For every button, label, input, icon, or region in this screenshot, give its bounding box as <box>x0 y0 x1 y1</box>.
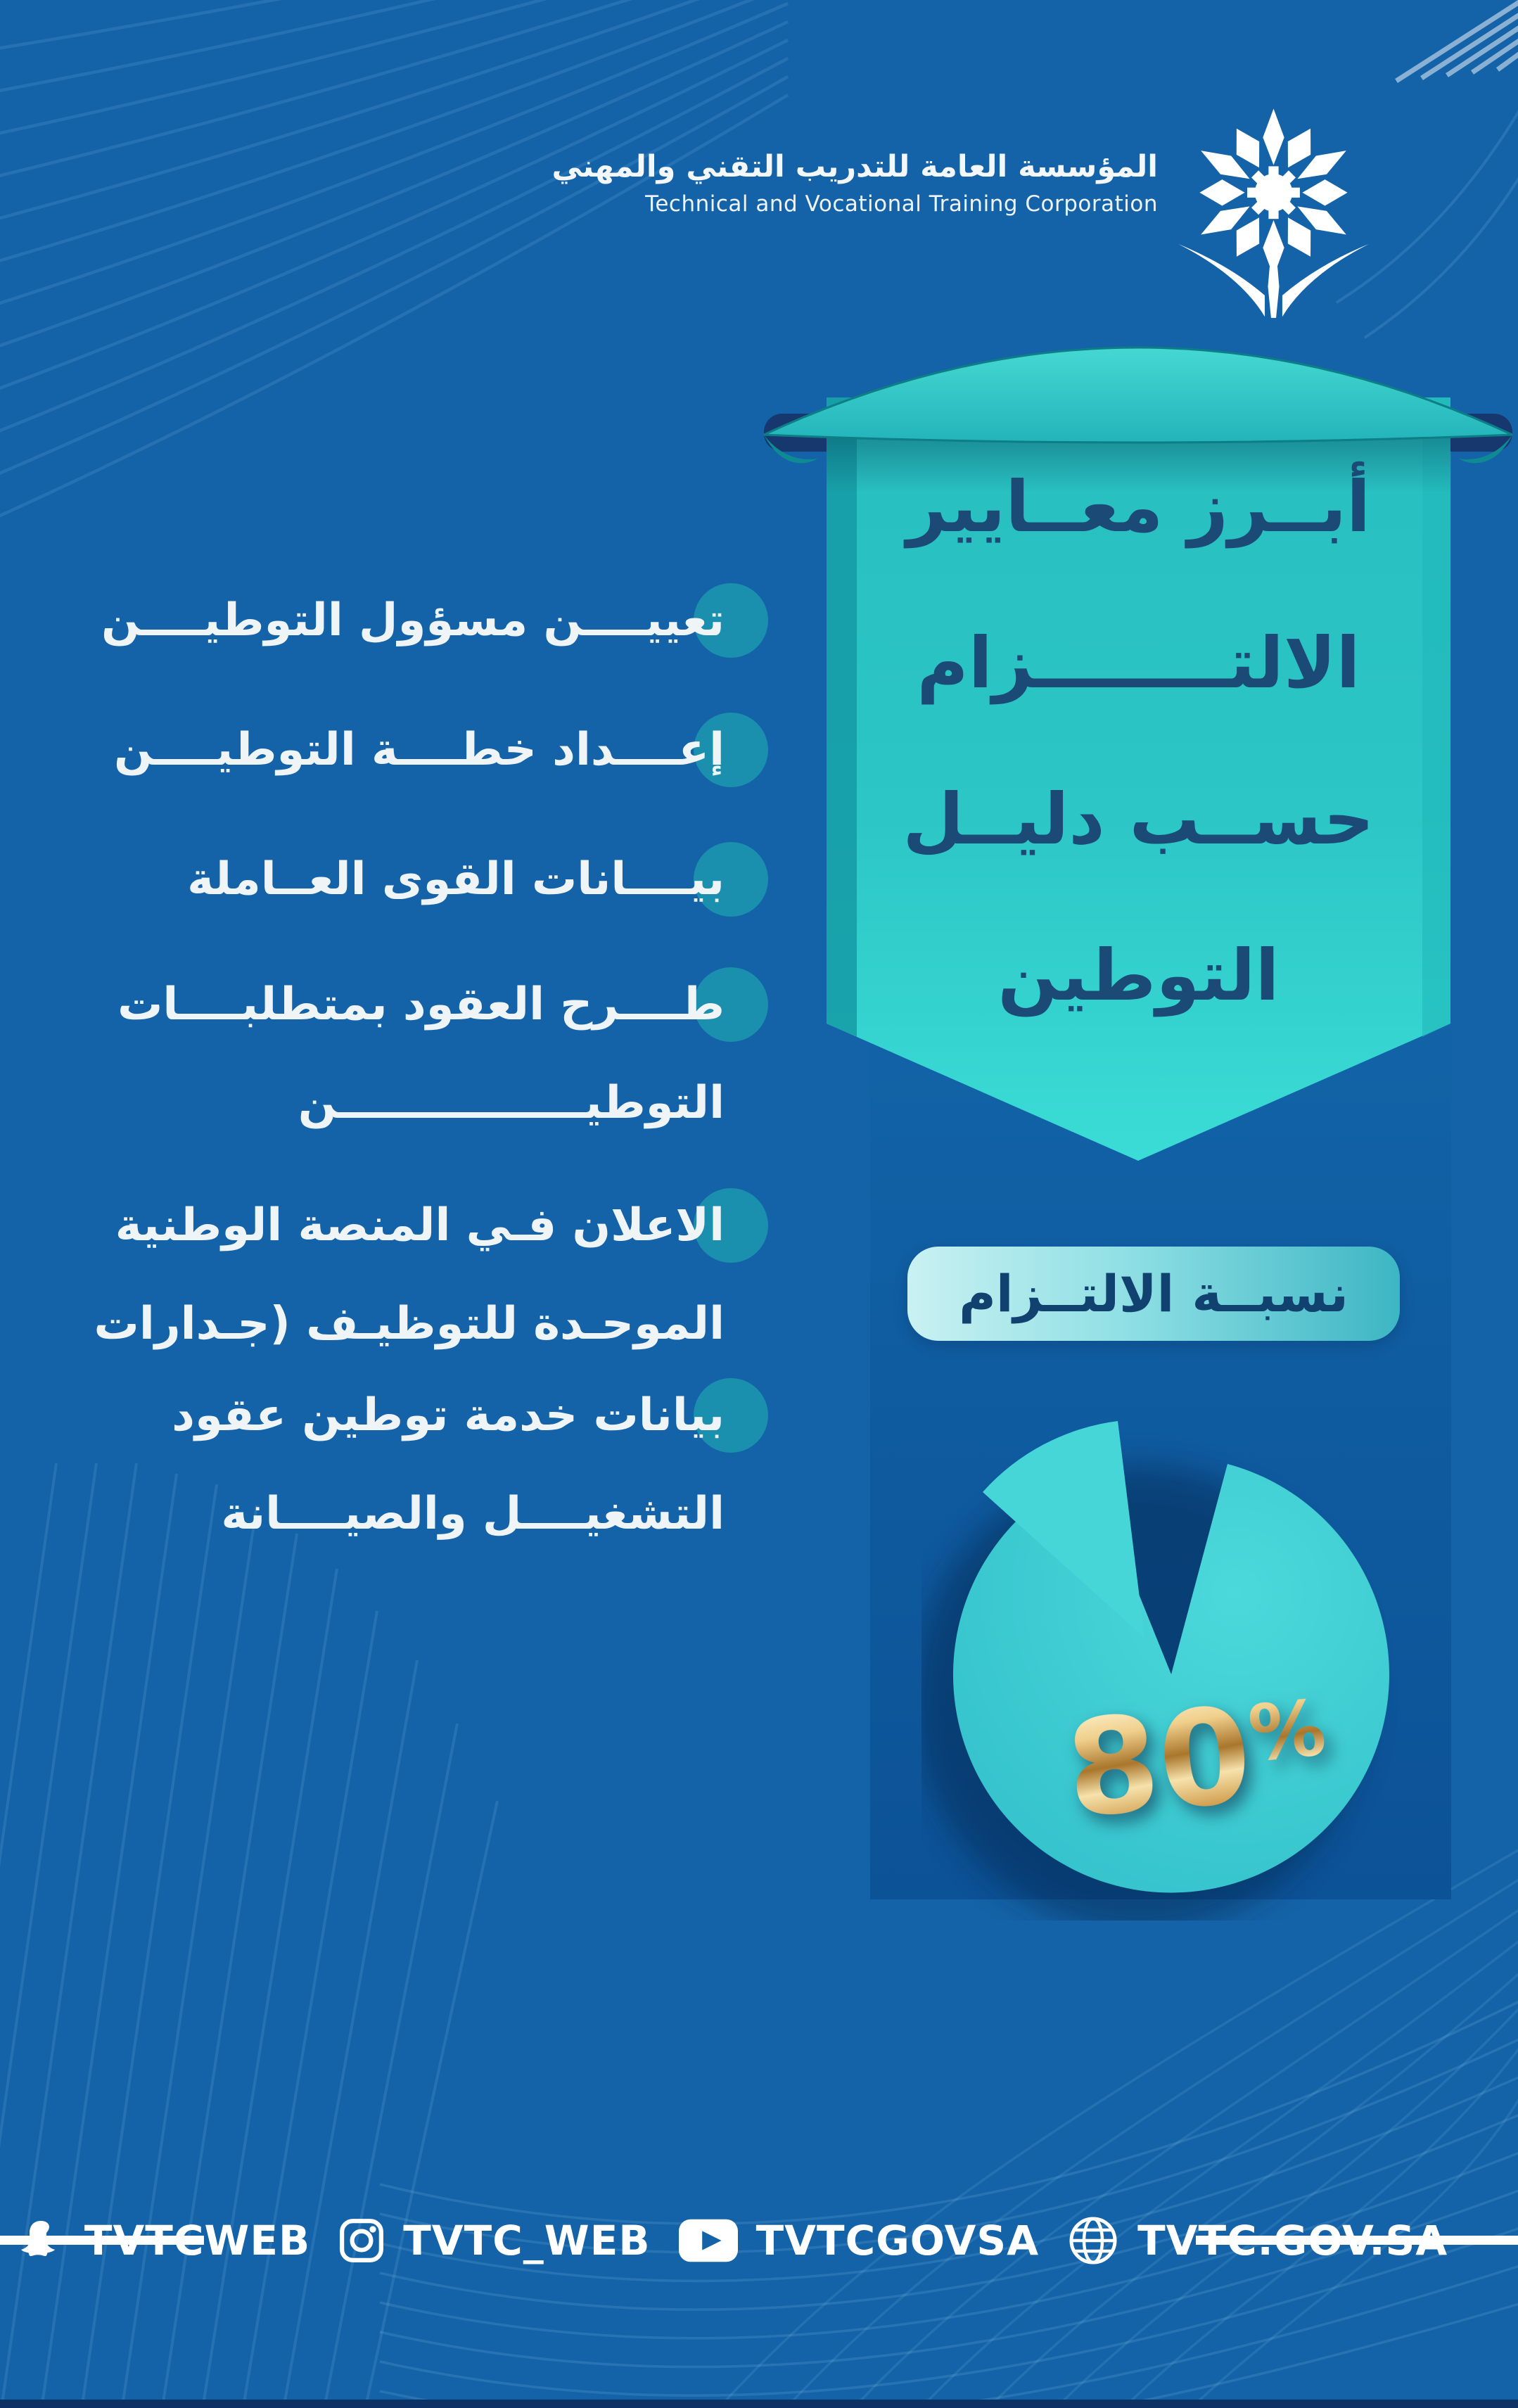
compliance-pie-chart <box>921 1414 1414 1920</box>
social-handle[interactable]: TVTCWEB <box>84 2217 311 2264</box>
compliance-rate-label: نسبــة الالتــزام <box>959 1264 1348 1323</box>
criterion-item-6 <box>162 1366 725 1563</box>
ribbon-curl <box>764 348 1512 442</box>
globe-icon[interactable] <box>1067 2215 1119 2267</box>
criterion-item-4 <box>117 955 725 1152</box>
bottom-accent-bar <box>0 2400 1518 2408</box>
criterion-item-3 <box>162 830 725 929</box>
logo-gear-center <box>1247 166 1300 219</box>
criterion-text: بيانات خدمة توطين عقود <box>172 1389 725 1441</box>
social-handle[interactable]: TVTC.GOV.SA <box>1137 2217 1448 2264</box>
criterion-item-1 <box>101 571 725 670</box>
criterion-text: بيــــانات القوى العــاملة <box>187 853 725 905</box>
compliance-rate-pill <box>907 1247 1400 1341</box>
social-handle[interactable]: TVTCGOVSA <box>755 2217 1040 2264</box>
percent-sign: % <box>1244 1683 1327 1779</box>
criterion-text: إعــــداد خطــــة التوطيــــن <box>114 724 725 776</box>
percentage-value: 80 <box>1060 1678 1258 1848</box>
ribbon-title-line-2: الالتــــــــزام <box>917 622 1360 704</box>
logo-stem-leaves <box>1178 222 1369 318</box>
social-group-instagram[interactable] <box>338 2217 650 2264</box>
criterion-text: التوطيــــــــــــــــن <box>298 1077 725 1129</box>
criterion-text: طــــرح العقود بمتطلبــــات <box>117 979 725 1031</box>
youtube-icon[interactable] <box>679 2219 738 2262</box>
ribbon-title-line-3: حســب دليــل <box>902 778 1375 860</box>
org-name-english: Technical and Vocational Training Corporation <box>645 191 1158 217</box>
ribbon-title-line-4: التوطين <box>997 934 1280 1017</box>
ribbon-title <box>827 429 1450 1054</box>
ribbon-title-line-1: أبــرز معــايير <box>906 466 1371 548</box>
criterion-item-2 <box>114 701 725 799</box>
criterion-text: تعييــــن مسؤول التوطيــــن <box>101 594 725 646</box>
header <box>551 149 1158 217</box>
criterion-text: الموحـدة للتوظيـف (جـدارات <box>94 1298 725 1350</box>
criterion-text: الاعلان فـي المنصة الوطنية <box>115 1199 725 1251</box>
social-handle[interactable]: TVTC_WEB <box>403 2217 651 2264</box>
criterion-text: التشغيــــل والصيــــانة <box>221 1488 725 1540</box>
social-media-row <box>84 2195 1448 2286</box>
instagram-icon[interactable] <box>338 2217 385 2264</box>
social-group-youtube[interactable] <box>679 2217 1039 2264</box>
criterion-item-5 <box>94 1176 725 1373</box>
org-name-arabic: المؤسسة العامة للتدريب التقني والمهني <box>551 149 1158 184</box>
tvtc-flower-logo-icon <box>1173 90 1374 333</box>
snapchat-icon[interactable] <box>15 2215 66 2266</box>
social-group-website[interactable] <box>1067 2215 1448 2267</box>
social-group-tvtcweb[interactable] <box>0 2215 310 2266</box>
